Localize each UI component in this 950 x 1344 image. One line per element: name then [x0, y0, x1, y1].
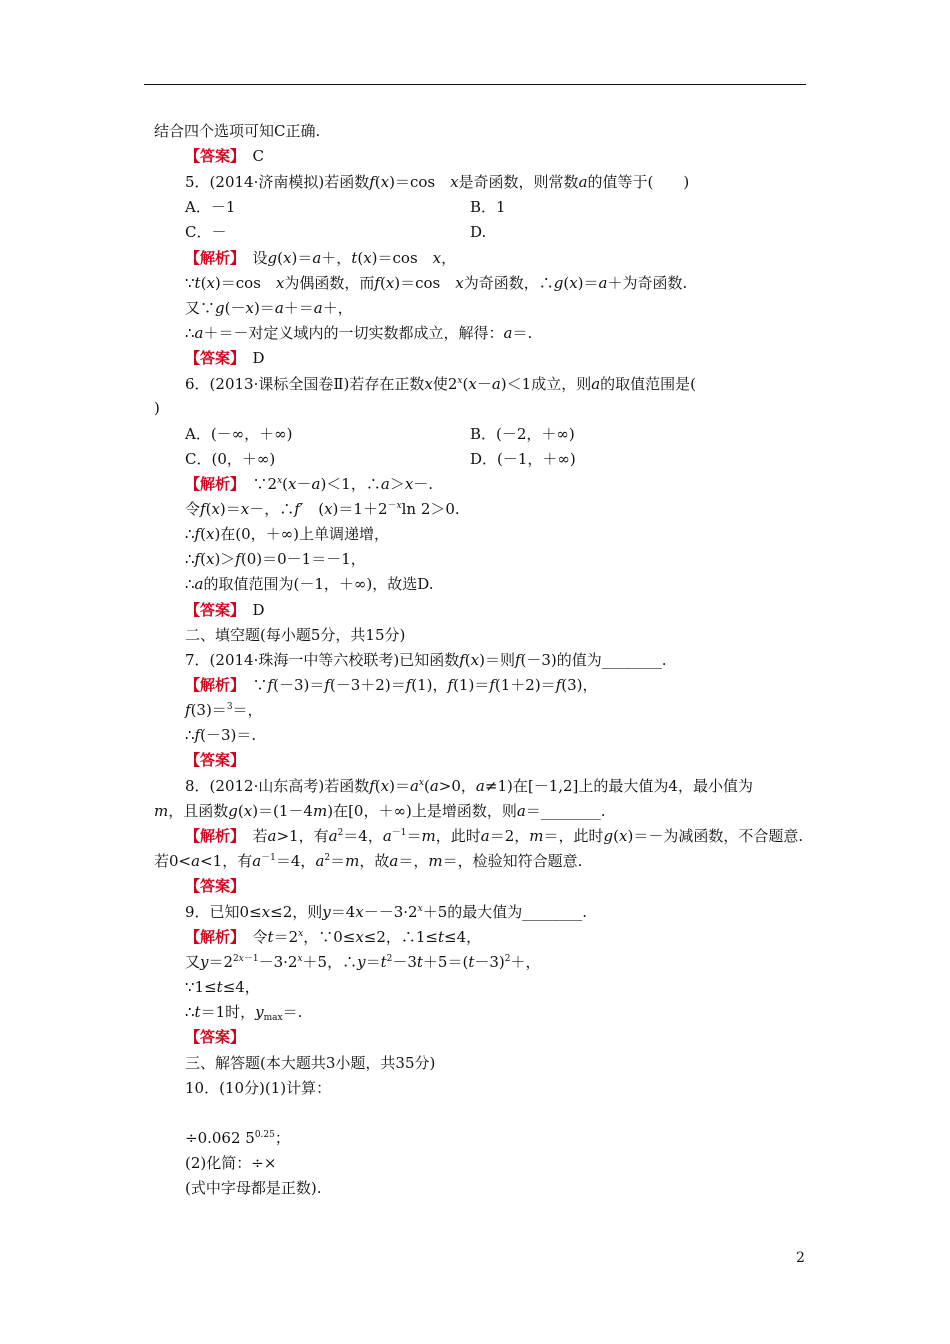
text-line: (2)化简：÷×	[185, 1154, 277, 1172]
answer-line: 【答案】 C	[185, 147, 265, 165]
analysis-line: 【解析】 设g(x)＝a＋，t(x)＝cos x，	[185, 249, 457, 267]
analysis-tag: 【解析】	[185, 475, 238, 493]
question-5: 5．(2014·济南模拟)若函数f(x)＝cos x是奇函数，则常数a的值等于( )	[185, 173, 690, 191]
question-8: 8．(2012·山东高考)若函数$f(x)=a^x(a>0$，a≠1)在[－1,2]上的最大值为4，最小值为	[185, 777, 753, 795]
question-6: 6．(2013·课标全国卷Ⅱ)若存在正数x使$2^x(x-a)<1$成立，则a的取值范围是(	[185, 375, 697, 393]
option-d: D．(－1，＋∞)	[470, 450, 576, 468]
question-7: 7．(2014·珠海一中等六校联考)已知函数f(x)＝则f(－3)的值为________.	[185, 651, 667, 669]
option-c: C．－	[185, 223, 227, 241]
option-a: A．－1	[185, 198, 236, 216]
section-heading: 二、填空题(每小题5分，共15分)	[185, 626, 406, 644]
analysis-tag: 【解析】	[185, 676, 238, 694]
text-line: ∴a的取值范围为(－1，＋∞)，故选D.	[185, 575, 434, 593]
text-line: ∴a＋＝－对定义域内的一切实数都成立，解得：a＝.	[185, 324, 533, 342]
option-a: A．(－∞，＋∞)	[185, 425, 293, 443]
text-line: ÷0.062 $5^{0.25}$；	[185, 1129, 290, 1147]
text-line: 若0<a<1，有$a^{-1}=4$，$a^2=m$，故a＝，m＝，检验知符合题意.	[154, 852, 583, 870]
text-line: 结合四个选项可知C正确.	[154, 122, 321, 140]
answer-line: 【答案】 D	[185, 601, 265, 619]
text-line: ∴f(x)＞f(0)＝0－1＝－1，	[185, 550, 366, 568]
option-b: B．(－2，＋∞)	[470, 425, 575, 443]
analysis-line: 【解析】 令$t=2^x$，∵0≤x≤2，∴1≤t≤4，	[185, 928, 482, 946]
text-line: ∴f(－3)＝.	[185, 726, 257, 744]
answer-tag: 【答案】	[185, 751, 246, 769]
answer-tag: 【答案】	[185, 147, 238, 165]
analysis-tag: 【解析】	[185, 827, 238, 845]
text-line: 令f(x)＝x－，∴f′ $(x)=1+2^{-x}\ln$ 2＞0.	[185, 500, 460, 518]
section-heading: 三、解答题(本大题共3小题，共35分)	[185, 1054, 436, 1072]
text-line: f(3)＝$^3$＝，	[185, 701, 263, 719]
text-line: 又$y=2^{2x-1}-3\cdot 2^x+5$，$\therefore y=t^2-3t+5=(t-3)^2+$，	[185, 953, 541, 971]
question-10: 10．(10分)(1)计算：	[185, 1079, 332, 1097]
option-d: D.	[470, 223, 487, 241]
question-9: 9．已知0≤x≤2，则$y=4x--3\cdot 2^x+5$的最大值为________.	[185, 903, 587, 921]
answer-tag: 【答案】	[185, 601, 238, 619]
text-line: m，且函数g(x)＝(1－4m)在[0，＋∞)上是增函数，则a＝________.	[154, 802, 606, 820]
text-line: 又∵g(－x)＝a＋＝a＋，	[185, 299, 353, 317]
text-line: )	[154, 399, 160, 417]
answer-line: 【答案】 D	[185, 349, 265, 367]
answer-line	[185, 1027, 245, 1047]
option-b: B．1	[470, 198, 506, 216]
answer-tag: 【答案】	[185, 349, 238, 367]
text-line: (式中字母都是正数).	[185, 1179, 322, 1197]
answer-line	[185, 750, 245, 770]
header-rule	[144, 84, 806, 85]
answer-tag: 【答案】	[185, 1028, 246, 1046]
answer-line	[185, 876, 245, 896]
option-c: C．(0，＋∞)	[185, 450, 276, 468]
analysis-tag: 【解析】	[185, 249, 238, 267]
analysis-line: 【解析】 ∵f(－3)＝f(－3＋2)＝f(1)，f(1)＝f(1＋2)＝f(3)，	[185, 676, 598, 694]
analysis-tag: 【解析】	[185, 928, 238, 946]
answer-tag: 【答案】	[185, 877, 246, 895]
text-line: ∴f(x)在(0，＋∞)上单调递增，	[185, 525, 390, 543]
analysis-line: 【解析】 $\because 2^x(x-a)<1$，∴a＞x－.	[185, 475, 434, 493]
page-number: 2	[796, 1250, 805, 1266]
analysis-line: 【解析】 若a>1，有$a^2=4$，$a^{-1}=m$，此时a＝2，m＝，此时g(x)＝－为减函数，不合题意.	[185, 827, 804, 845]
text-line: ∵1≤t≤4，	[185, 978, 260, 996]
text-line: ∴t＝1时，$y_{max}=$.	[185, 1003, 303, 1023]
text-line: ∵t(x)＝cos x为偶函数，而f(x)＝cos x为奇函数，∴g(x)＝a＋为奇函数.	[185, 274, 688, 292]
